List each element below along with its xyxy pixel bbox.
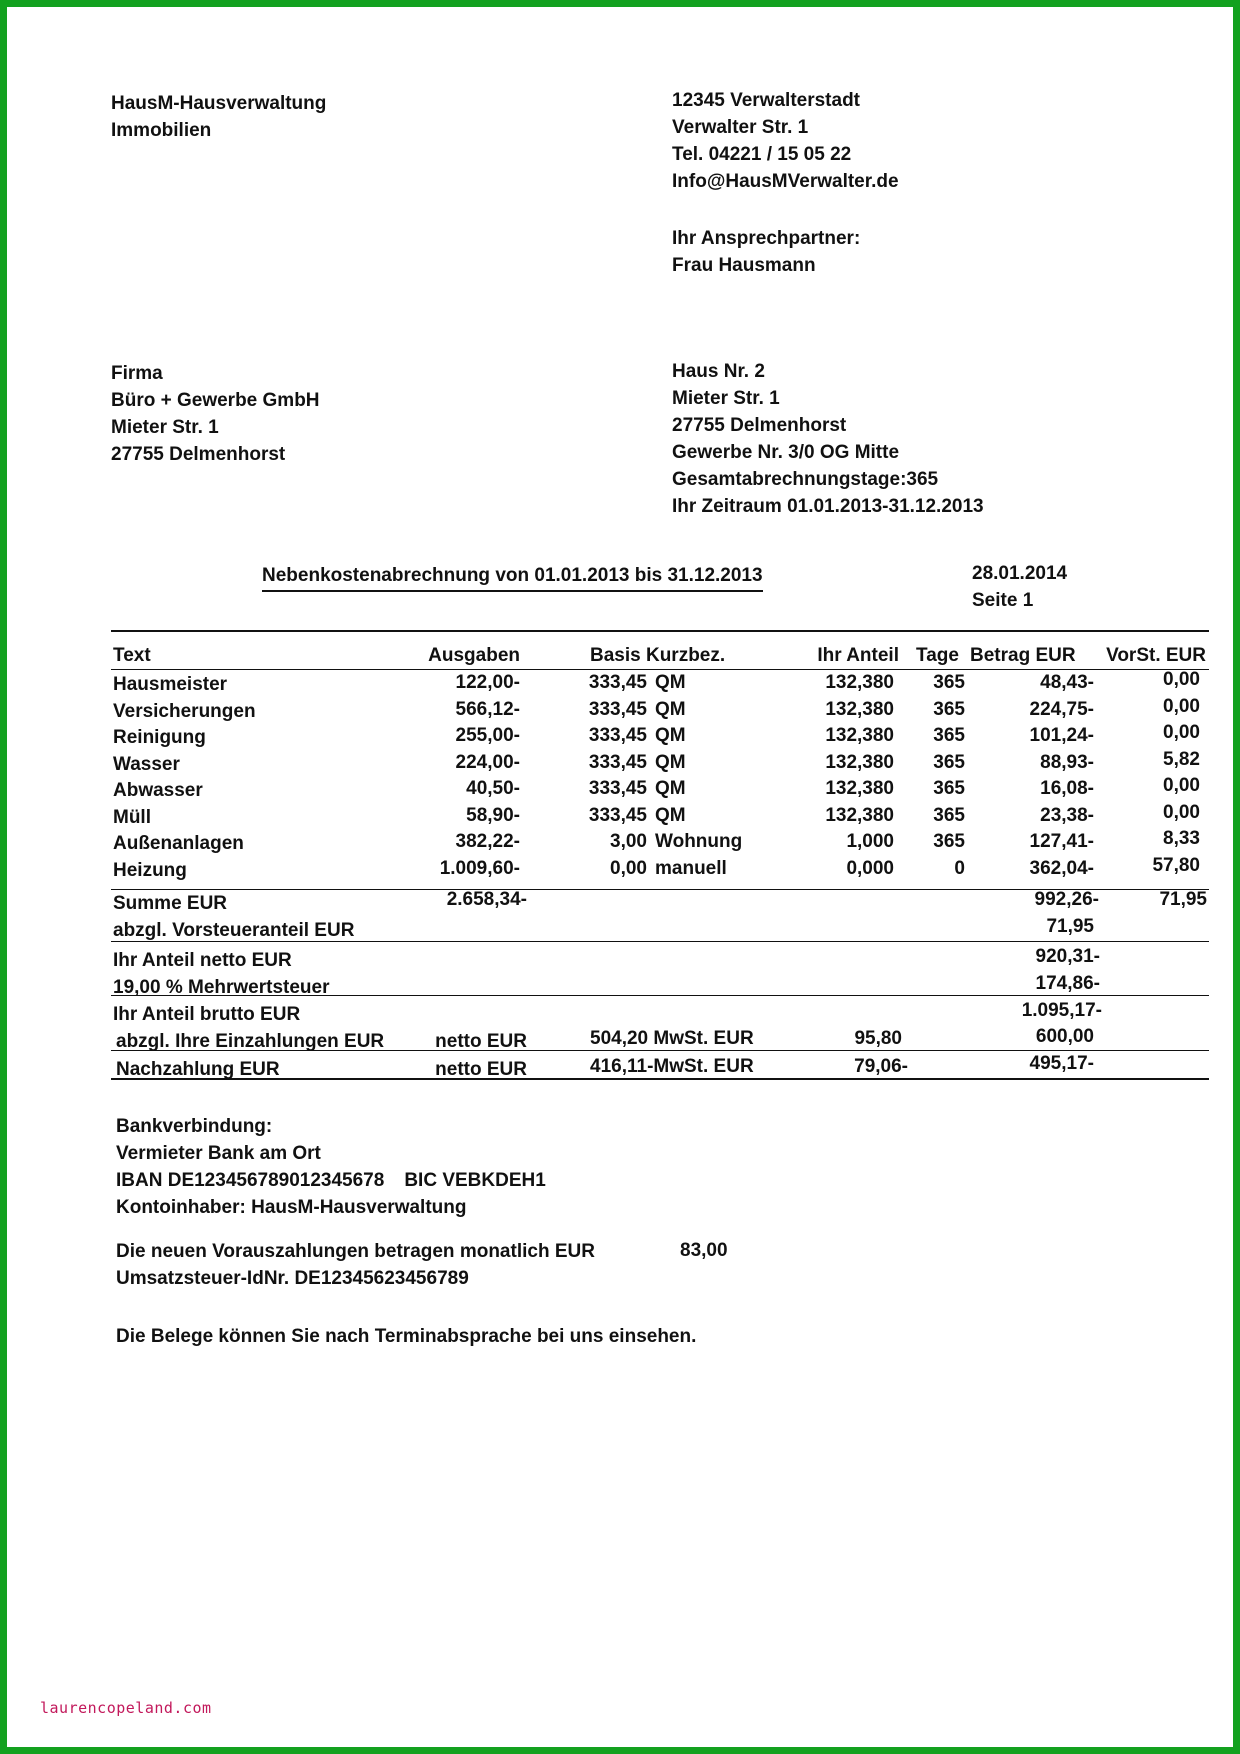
- table-row-basis: 3,00: [610, 831, 647, 852]
- page-number: Seite 1: [972, 590, 1034, 611]
- table-row-betrag: 16,08-: [1040, 778, 1094, 799]
- table-row-tage: 365: [933, 699, 965, 720]
- table-row-ausgaben: 255,00-: [455, 725, 520, 746]
- account-holder: Kontoinhaber: HausM-Hausverwaltung: [116, 1197, 467, 1218]
- vorsteuer-label: abzgl. Vorsteueranteil EUR: [113, 920, 355, 941]
- netto-label: Ihr Anteil netto EUR: [113, 950, 292, 971]
- nachzahlung-mwst-value: 79,06-: [854, 1056, 908, 1077]
- nachzahlung-mwst-text: 416,11-MwSt. EUR: [590, 1056, 754, 1077]
- header-ihr-anteil: Ihr Anteil: [817, 645, 899, 666]
- table-row-anteil: 132,380: [825, 805, 894, 826]
- property-line: 27755 Delmenhorst: [672, 415, 847, 436]
- header-betrag: Betrag EUR: [970, 645, 1076, 666]
- contact-label: Ihr Ansprechpartner:: [672, 228, 861, 249]
- vat-id: Umsatzsteuer-IdNr. DE12345623456789: [116, 1268, 469, 1289]
- table-row-vorst: 0,00: [1163, 775, 1200, 796]
- table-row-kurzbez: QM: [655, 699, 686, 720]
- vorsteuer-betrag: 71,95: [1046, 916, 1094, 937]
- document-date: 28.01.2014: [972, 563, 1068, 584]
- table-row-vorst: 0,00: [1163, 802, 1200, 823]
- nachzahlung-label: Nachzahlung EUR: [116, 1059, 280, 1080]
- bank-label: Bankverbindung:: [116, 1116, 273, 1137]
- property-line: Haus Nr. 2: [672, 361, 765, 382]
- table-row-text: Abwasser: [113, 780, 203, 801]
- summe-vorst: 71,95: [1159, 889, 1207, 910]
- table-row-tage: 365: [933, 778, 965, 799]
- sender-subtitle: Immobilien: [111, 120, 212, 141]
- header-ausgaben: Ausgaben: [428, 645, 520, 666]
- table-row-vorst: 5,82: [1163, 749, 1200, 770]
- recipient-line: Firma: [111, 363, 163, 384]
- table-row-ausgaben: 58,90-: [466, 805, 520, 826]
- table-row-tage: 365: [933, 831, 965, 852]
- contact-name: Frau Hausmann: [672, 255, 816, 276]
- table-row-betrag: 224,75-: [1029, 699, 1094, 720]
- table-row-text: Wasser: [113, 754, 180, 775]
- table-row-betrag: 127,41-: [1029, 831, 1094, 852]
- table-row-kurzbez: QM: [655, 805, 686, 826]
- recipient-block: [111, 360, 320, 468]
- table-row-betrag: 101,24-: [1029, 725, 1094, 746]
- nachzahlung-netto-label: netto EUR: [435, 1059, 527, 1080]
- iban: IBAN DE123456789012345678: [116, 1170, 385, 1191]
- summe-label: Summe EUR: [113, 893, 228, 914]
- watermark-text: laurencopeland.com: [40, 1699, 212, 1717]
- summe-ausgaben: 2.658,34-: [446, 889, 527, 910]
- table-row-kurzbez: QM: [655, 725, 686, 746]
- mwst-label: 19,00 % Mehrwertsteuer: [113, 977, 330, 998]
- bank-name: Vermieter Bank am Ort: [116, 1143, 321, 1164]
- property-line: Mieter Str. 1: [672, 388, 780, 409]
- sender-address-block: [672, 87, 899, 195]
- table-row-vorst: 8,33: [1163, 828, 1200, 849]
- prepayment-text: Die neuen Vorauszahlungen betragen monatlich EUR: [116, 1241, 595, 1262]
- prepayment-value: 83,00: [680, 1240, 728, 1261]
- header-tage: Tage: [916, 645, 959, 666]
- nachzahlung-betrag: 495,17-: [1029, 1053, 1094, 1074]
- table-row-text: Hausmeister: [113, 674, 228, 695]
- table-row-anteil: 132,380: [825, 672, 894, 693]
- table-row-basis: 333,45: [588, 752, 647, 773]
- sender-city: 12345 Verwalterstadt: [672, 90, 861, 111]
- bank-block: [116, 1113, 546, 1221]
- table-row-basis: 333,45: [588, 672, 647, 693]
- sender-street: Verwalter Str. 1: [672, 117, 809, 138]
- table-row-text: Müll: [113, 807, 151, 828]
- table-row-betrag: 362,04-: [1029, 858, 1094, 879]
- table-row-anteil: 1,000: [846, 831, 894, 852]
- property-block: [672, 358, 984, 520]
- recipient-line: 27755 Delmenhorst: [111, 444, 286, 465]
- table-row-tage: 0: [954, 858, 965, 879]
- table-row-text: Außenanlagen: [113, 833, 244, 854]
- property-line: Gesamtabrechnungstage:365: [672, 469, 939, 490]
- sender-name: HausM-Hausverwaltung: [111, 93, 327, 114]
- table-row-vorst: 0,00: [1163, 722, 1200, 743]
- recipient-line: Mieter Str. 1: [111, 417, 219, 438]
- table-row-kurzbez: manuell: [655, 858, 727, 879]
- table-row-kurzbez: QM: [655, 672, 686, 693]
- table-row-betrag: 23,38-: [1040, 805, 1094, 826]
- table-row-tage: 365: [933, 752, 965, 773]
- einzahlungen-betrag: 600,00: [1035, 1026, 1094, 1047]
- table-row-anteil: 132,380: [825, 778, 894, 799]
- table-row-tage: 365: [933, 805, 965, 826]
- table-row-ausgaben: 1.009,60-: [439, 858, 520, 879]
- bank-ids: [116, 1167, 546, 1194]
- table-row-ausgaben: 40,50-: [466, 778, 520, 799]
- table-row-anteil: 0,000: [846, 858, 894, 879]
- header-vorst: VorSt. EUR: [1106, 645, 1206, 666]
- footer-note: Die Belege können Sie nach Terminabsprache bei uns einsehen.: [116, 1326, 697, 1347]
- netto-betrag: 920,31-: [1035, 946, 1100, 967]
- table-row-anteil: 132,380: [825, 752, 894, 773]
- table-row-anteil: 132,380: [825, 699, 894, 720]
- einzahlungen-mwst-text: 504,20 MwSt. EUR: [590, 1028, 754, 1049]
- table-top-rule: [111, 630, 1209, 632]
- table-row-text: Reinigung: [113, 727, 206, 748]
- recipient-line: Büro + Gewerbe GmbH: [111, 390, 320, 411]
- table-row-ausgaben: 122,00-: [455, 672, 520, 693]
- document-title: Nebenkostenabrechnung von 01.01.2013 bis 31.12.2013: [262, 564, 763, 592]
- sender-name-block: [111, 90, 326, 144]
- table-row-basis: 333,45: [588, 805, 647, 826]
- table-row-betrag: 48,43-: [1040, 672, 1094, 693]
- mwst-betrag: 174,86-: [1035, 973, 1100, 994]
- table-row-basis: 333,45: [588, 725, 647, 746]
- table-row-vorst: 57,80: [1152, 855, 1200, 876]
- contact-block: [672, 225, 860, 279]
- table-row-ausgaben: 382,22-: [455, 831, 520, 852]
- table-row-kurzbez: QM: [655, 778, 686, 799]
- brutto-label: Ihr Anteil brutto EUR: [113, 1004, 301, 1025]
- einzahlungen-label: abzgl. Ihre Einzahlungen EUR: [116, 1031, 385, 1052]
- sender-email: Info@HausMVerwalter.de: [672, 171, 899, 192]
- header-text: Text: [113, 645, 151, 666]
- table-row-ausgaben: 566,12-: [455, 699, 520, 720]
- property-line: Ihr Zeitraum 01.01.2013-31.12.2013: [672, 496, 984, 517]
- table-row-anteil: 132,380: [825, 725, 894, 746]
- header-basis-kurzbez: Basis Kurzbez.: [590, 645, 726, 666]
- table-row-vorst: 0,00: [1163, 696, 1200, 717]
- table-row-text: Versicherungen: [113, 701, 256, 722]
- sender-phone: Tel. 04221 / 15 05 22: [672, 144, 852, 165]
- table-row-text: Heizung: [113, 860, 187, 881]
- table-row-kurzbez: QM: [655, 752, 686, 773]
- table-row-kurzbez: Wohnung: [655, 831, 743, 852]
- einzahlungen-mwst-value: 95,80: [854, 1028, 902, 1049]
- table-row-vorst: 0,00: [1163, 669, 1200, 690]
- table-row-tage: 365: [933, 672, 965, 693]
- table-row-basis: 333,45: [588, 778, 647, 799]
- table-row-basis: 0,00: [610, 858, 647, 879]
- table-row-basis: 333,45: [588, 699, 647, 720]
- table-row-betrag: 88,93-: [1040, 752, 1094, 773]
- bic: BIC VEBKDEH1: [404, 1170, 546, 1191]
- document-page: [7, 7, 1233, 1747]
- property-line: Gewerbe Nr. 3/0 OG Mitte: [672, 442, 900, 463]
- table-row-tage: 365: [933, 725, 965, 746]
- brutto-betrag: 1.095,17-: [1021, 1000, 1102, 1021]
- table-row-ausgaben: 224,00-: [455, 752, 520, 773]
- summe-betrag: 992,26-: [1034, 889, 1099, 910]
- einzahlungen-netto-label: netto EUR: [435, 1031, 527, 1052]
